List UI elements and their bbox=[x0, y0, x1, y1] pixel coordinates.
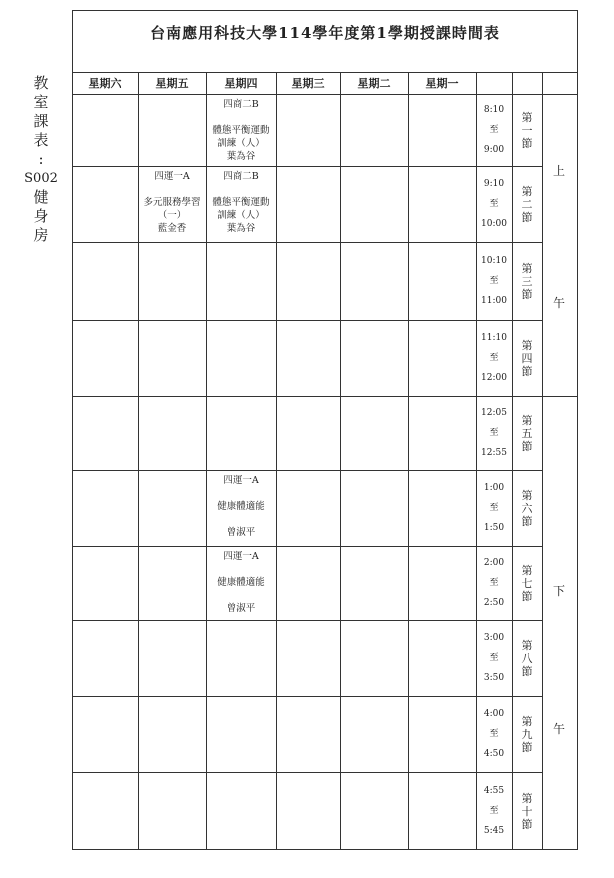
grid-vertical-line bbox=[542, 72, 543, 850]
period-time-text: 12:55 bbox=[481, 448, 507, 458]
grid-vertical-line bbox=[512, 72, 513, 850]
period-time-text: 3:50 bbox=[483, 673, 505, 683]
grid-row-line bbox=[72, 166, 542, 167]
day-header: 星期一 bbox=[425, 77, 459, 90]
teacher-name: 曾淑平 bbox=[226, 527, 256, 538]
class-cell bbox=[138, 170, 206, 235]
grid-row-line bbox=[72, 320, 542, 321]
period-time-text: 至 bbox=[489, 428, 499, 438]
period-name: 第二節 bbox=[521, 184, 533, 224]
room-label-char: 教 bbox=[33, 74, 49, 92]
period-name: 第八節 bbox=[521, 638, 533, 678]
period-name: 第七節 bbox=[521, 563, 533, 603]
period-time-text: 4:50 bbox=[483, 749, 505, 759]
grid-row-line bbox=[72, 470, 542, 471]
teacher-name: 葉為谷 bbox=[226, 151, 256, 162]
course-name: 健康體適能 bbox=[217, 577, 265, 588]
period-time bbox=[476, 628, 512, 688]
room-label-char: 表 bbox=[33, 131, 49, 149]
course-name: 體態平衡運動 bbox=[212, 197, 270, 208]
day-header: 星期四 bbox=[224, 77, 258, 90]
period-time-text: 5:45 bbox=[483, 826, 505, 836]
period-time bbox=[476, 553, 512, 613]
period-time-text: 至 bbox=[489, 578, 499, 588]
period-time-text: 至 bbox=[489, 729, 499, 739]
room-label-char: 室 bbox=[33, 93, 49, 111]
room-label-char: : bbox=[38, 150, 44, 168]
teacher-name: 葉為谷 bbox=[226, 223, 256, 234]
period-name: 第六節 bbox=[521, 488, 533, 528]
spacer bbox=[206, 183, 276, 196]
period-time-text: 至 bbox=[489, 199, 499, 209]
period-time-text: 至 bbox=[489, 276, 499, 286]
grid-row-line bbox=[72, 396, 578, 397]
period-time-text: 10:00 bbox=[481, 219, 507, 229]
spacer bbox=[206, 111, 276, 124]
grid-row-line bbox=[72, 242, 542, 243]
day-header: 星期六 bbox=[88, 77, 122, 90]
class-cell bbox=[206, 170, 276, 235]
period-time-text: 1:00 bbox=[483, 483, 505, 493]
class-name: 四商二B bbox=[223, 171, 259, 182]
spacer bbox=[206, 513, 276, 526]
period-time-text: 至 bbox=[489, 125, 499, 135]
period-time bbox=[476, 781, 512, 841]
period-time-text: 9:10 bbox=[483, 179, 505, 189]
period-time-text: 4:00 bbox=[483, 709, 505, 719]
period-time-text: 12:05 bbox=[481, 408, 507, 418]
class-cell bbox=[206, 550, 276, 615]
period-name: 第三節 bbox=[521, 261, 533, 301]
period-time-text: 10:10 bbox=[481, 256, 507, 266]
course-name: 健康體適能 bbox=[217, 501, 265, 512]
period-time-text: 9:00 bbox=[483, 145, 505, 155]
course-name: 訓練（人） bbox=[217, 210, 265, 221]
period-time-text: 2:50 bbox=[483, 598, 505, 608]
room-label-char: 房 bbox=[33, 226, 49, 244]
period-time bbox=[476, 478, 512, 538]
grid-row-line bbox=[72, 620, 542, 621]
period-time bbox=[476, 704, 512, 764]
period-name: 第一節 bbox=[521, 110, 533, 150]
course-name: 訓練（人） bbox=[217, 138, 265, 149]
class-cell bbox=[206, 474, 276, 539]
period-time bbox=[476, 251, 512, 311]
room-label-char: 課 bbox=[33, 112, 49, 130]
period-time bbox=[476, 100, 512, 160]
title-divider bbox=[72, 72, 578, 73]
period-time-text: 8:10 bbox=[483, 105, 505, 115]
spacer bbox=[206, 563, 276, 576]
teacher-name: 曾淑平 bbox=[226, 603, 256, 614]
timetable-title: 台南應用科技大學114學年度第1學期授課時間表 bbox=[150, 24, 500, 42]
period-time-text: 11:10 bbox=[481, 333, 507, 343]
class-cell bbox=[206, 98, 276, 163]
grid-row-line bbox=[72, 772, 542, 773]
period-time-text: 至 bbox=[489, 503, 499, 513]
period-time-text: 1:50 bbox=[483, 523, 505, 533]
room-label bbox=[22, 74, 60, 245]
day-header: 星期二 bbox=[357, 77, 391, 90]
room-label-char: 健 bbox=[33, 188, 49, 206]
period-name: 第九節 bbox=[521, 714, 533, 754]
day-header: 星期五 bbox=[155, 77, 189, 90]
period-name: 第五節 bbox=[521, 413, 533, 453]
period-time-text: 4:55 bbox=[483, 786, 505, 796]
period-time-text: 至 bbox=[489, 653, 499, 663]
pm-label: 午 bbox=[553, 722, 566, 736]
grid-vertical-line bbox=[276, 72, 277, 850]
spacer bbox=[138, 183, 206, 196]
period-time-text: 至 bbox=[489, 806, 499, 816]
room-code: S002 bbox=[24, 171, 58, 186]
header-divider bbox=[72, 94, 578, 95]
grid-vertical-line bbox=[408, 72, 409, 850]
pm-label: 下 bbox=[553, 584, 566, 598]
course-name: （一） bbox=[157, 210, 187, 221]
class-name: 四運一A bbox=[223, 475, 259, 486]
period-time bbox=[476, 174, 512, 234]
period-name: 第十節 bbox=[521, 791, 533, 831]
period-time-text: 3:00 bbox=[483, 633, 505, 643]
spacer bbox=[206, 487, 276, 500]
period-time-text: 12:00 bbox=[481, 373, 507, 383]
period-time bbox=[476, 328, 512, 388]
class-name: 四商二B bbox=[223, 99, 259, 110]
teacher-name: 藍金香 bbox=[157, 223, 187, 234]
day-header: 星期三 bbox=[291, 77, 325, 90]
period-name: 第四節 bbox=[521, 338, 533, 378]
period-time-text: 2:00 bbox=[483, 558, 505, 568]
grid-row-line bbox=[72, 546, 542, 547]
class-name: 四運一A bbox=[223, 551, 259, 562]
am-label: 上 bbox=[553, 164, 566, 178]
period-time-text: 11:00 bbox=[481, 296, 507, 306]
period-time-text: 至 bbox=[489, 353, 499, 363]
am-label: 午 bbox=[553, 296, 566, 310]
period-time bbox=[476, 403, 512, 463]
class-name: 四運一A bbox=[154, 171, 190, 182]
room-label-char: 身 bbox=[33, 207, 49, 225]
grid-row-line bbox=[72, 696, 542, 697]
spacer bbox=[206, 589, 276, 602]
course-name: 體態平衡運動 bbox=[212, 125, 270, 136]
grid-vertical-line bbox=[340, 72, 341, 850]
course-name: 多元服務學習 bbox=[143, 197, 201, 208]
